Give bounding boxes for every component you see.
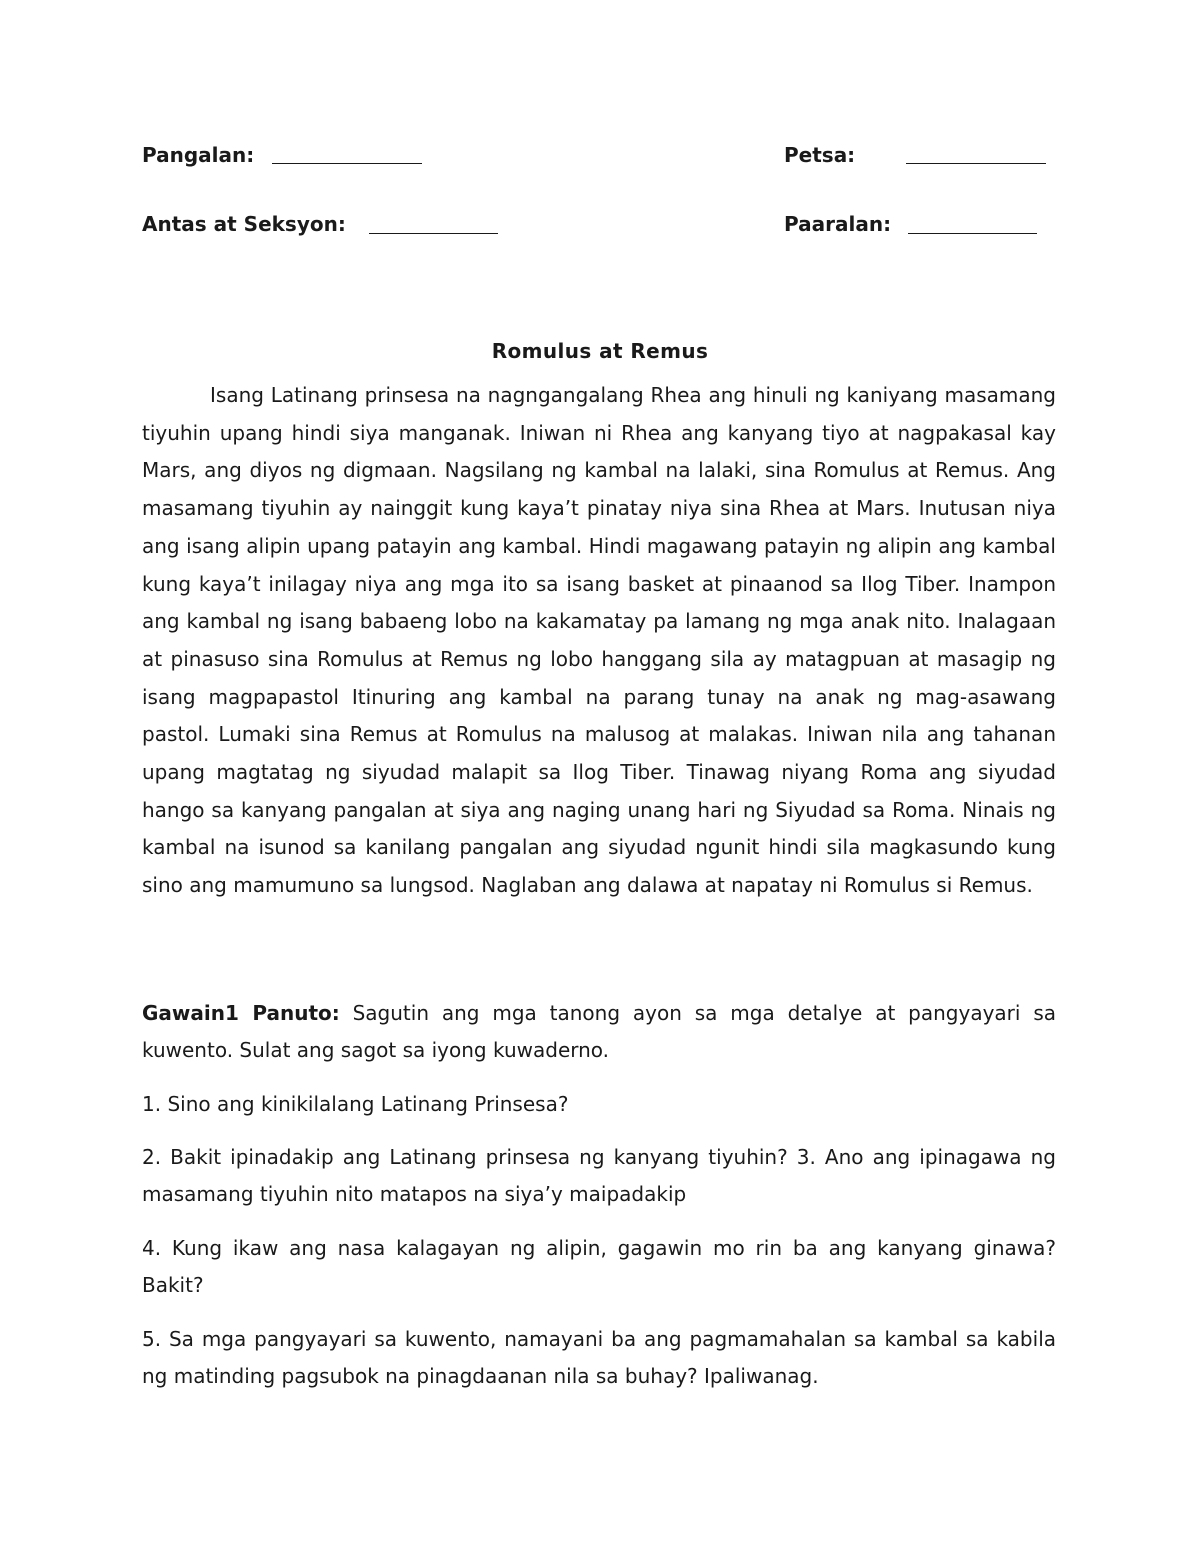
school-label: Paaralan: (784, 212, 892, 236)
question-2-3: 2. Bakit ipinadakip ang Latinang prinsesa ng kanyang tiyuhin? 3. Ano ang ipinagawa ng masamang tiyuhin nito matapos na siya’y maipadakip (142, 1145, 1056, 1206)
grade-section-blank (369, 233, 498, 234)
story-title: Romulus at Remus (491, 339, 709, 363)
name-label: Pangalan: (142, 143, 255, 167)
date-label: Petsa: (784, 143, 856, 167)
school-blank (908, 233, 1037, 234)
grade-section-label: Antas at Seksyon: (142, 212, 346, 236)
question-1: 1. Sino ang kinikilalang Latinang Prinsesa? (142, 1092, 569, 1116)
date-blank (906, 163, 1046, 164)
question-5: 5. Sa mga pangyayari sa kuwento, namayani ba ang pagmamahalan sa kambal sa kabila ng matinding pagsubok na pinagdaanan nila sa buhay? Ipaliwanag. (142, 1327, 1056, 1388)
activity-instruction-text: Sagutin ang mga tanong ayon sa mga detalye at pangyayari sa kuwento. Sulat ang sagot sa iyong kuwaderno. (142, 1001, 1056, 1062)
question-4: 4. Kung ikaw ang nasa kalagayan ng alipin, gagawin mo rin ba ang kanyang ginawa? Bakit? (142, 1236, 1056, 1297)
activity-heading: Gawain1 Panuto: (142, 1001, 340, 1025)
name-blank (272, 163, 422, 164)
activity-instructions (142, 995, 1056, 1069)
story-body: Isang Latinang prinsesa na nagngangalang Rhea ang hinuli ng kaniyang masamang tiyuhin upang hindi siya manganak. Iniwan ni Rhea ang kanyang tiyo at nagpakasal kay Mars, ang diyos ng digmaan. Nagsilang ng kambal na lalaki, sina Romulus at Remus. Ang masamang tiyuhin ay nainggit kung kaya’t pinatay niya sina Rhea at Mars. Inutusan niya ang isang alipin upang patayin ang kambal. Hindi magawang patayin ng alipin ang kambal kung kaya’t inilagay niya ang mga ito sa isang basket at pinaanod sa Ilog Tiber. Inampon ang kambal ng isang babaeng lobo na kakamatay pa lamang ng mga anak nito. Inalagaan at pinasuso sina Romulus at Remus ng lobo hanggang sila ay matagpuan at masagip ng isang magpapastol Itinuring ang kambal na parang tunay na anak ng mag-asawang pastol. Lumaki sina Remus at Romulus na malusog at malakas. Iniwan nila ang tahanan upang magtatag ng siyudad malapit sa Ilog Tiber. Tinawag niyang Roma ang siyudad hango sa kanyang pangalan at siya ang naging unang hari ng Siyudad sa Roma. Ninais ng kambal na isunod sa kanilang pangalan ang siyudad ngunit hindi sila magkasundo kung sino ang mamumuno sa lungsod. Naglaban ang dalawa at napatay ni Romulus si Remus. (142, 383, 1056, 898)
